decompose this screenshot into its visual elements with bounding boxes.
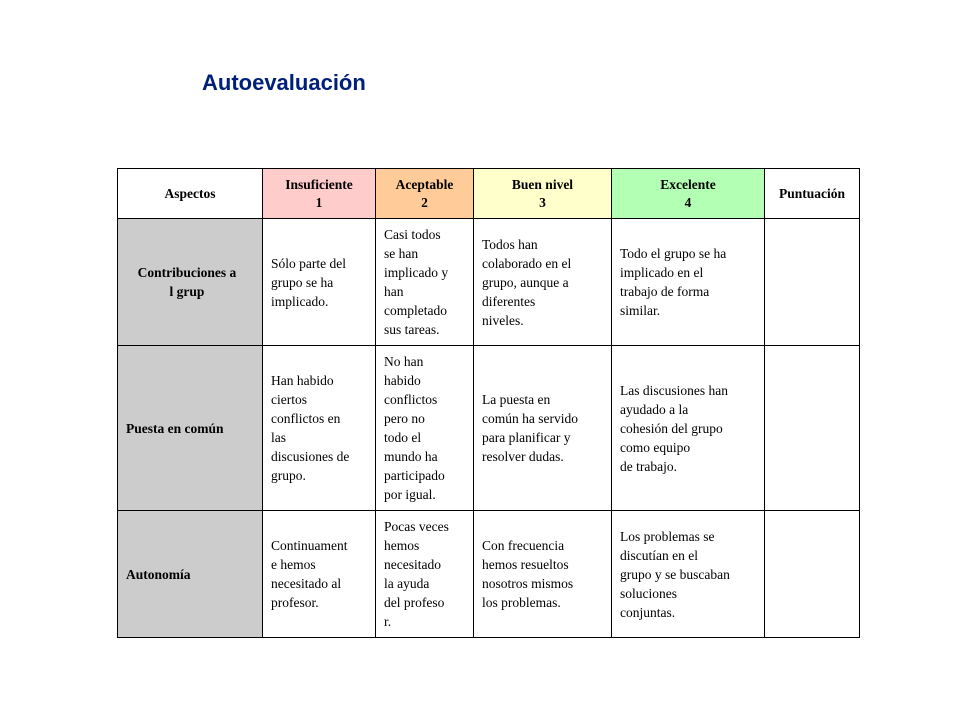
score-cell[interactable] <box>765 511 860 638</box>
level-score: 3 <box>539 194 546 210</box>
level-name: Insuficiente <box>285 176 353 192</box>
criterion-cell: Sólo parte del grupo se ha implicado. <box>263 219 376 346</box>
level-name: Buen nivel <box>511 176 574 192</box>
criterion-cell: Las discusiones han ayudado a la cohesión del grupo como equipo de trabajo. <box>612 346 765 511</box>
level-score: 4 <box>684 194 692 210</box>
header-puntuacion: Puntuación <box>765 169 860 219</box>
rubric-table <box>117 168 860 638</box>
header-excelente <box>612 169 765 219</box>
table-row <box>118 219 860 346</box>
criterion-cell: Continuament e hemos necesitado al profesor. <box>263 511 376 638</box>
criterion-cell: Todos han colaborado en el grupo, aunque a diferentes niveles. <box>474 219 612 346</box>
aspect-puesta-en-comun: Puesta en común <box>118 346 263 511</box>
level-name: Excelente <box>660 176 716 192</box>
level-score: 1 <box>315 194 323 210</box>
score-cell[interactable] <box>765 346 860 511</box>
header-aspectos: Aspectos <box>118 169 263 219</box>
aspect-contribuciones: Contribuciones a l grup <box>118 219 263 346</box>
criterion-cell: Han habido ciertos conflictos en las discusiones de grupo. <box>263 346 376 511</box>
criterion-cell: Casi todos se han implicado y han completado sus tareas. <box>376 219 474 346</box>
criterion-cell: Todo el grupo se ha implicado en el trabajo de forma similar. <box>612 219 765 346</box>
page-title: Autoevaluación <box>202 70 366 95</box>
header-buen-nivel <box>474 169 612 219</box>
criterion-cell: Pocas veces hemos necesitado la ayuda del profeso r. <box>376 511 474 638</box>
criterion-cell: No han habido conflictos pero no todo el mundo ha participado por igual. <box>376 346 474 511</box>
table-row <box>118 511 860 638</box>
header-row <box>118 169 860 219</box>
level-score: 2 <box>421 194 428 210</box>
criterion-cell: La puesta en común ha servido para planificar y resolver dudas. <box>474 346 612 511</box>
score-cell[interactable] <box>765 219 860 346</box>
table-row <box>118 346 860 511</box>
aspect-autonomia: Autonomía <box>118 511 263 638</box>
header-insuficiente <box>263 169 376 219</box>
criterion-cell: Los problemas se discutían en el grupo y se buscaban soluciones conjuntas. <box>612 511 765 638</box>
criterion-cell: Con frecuencia hemos resueltos nosotros mismos los problemas. <box>474 511 612 638</box>
header-aceptable <box>376 169 474 219</box>
level-name: Aceptable <box>395 176 454 192</box>
